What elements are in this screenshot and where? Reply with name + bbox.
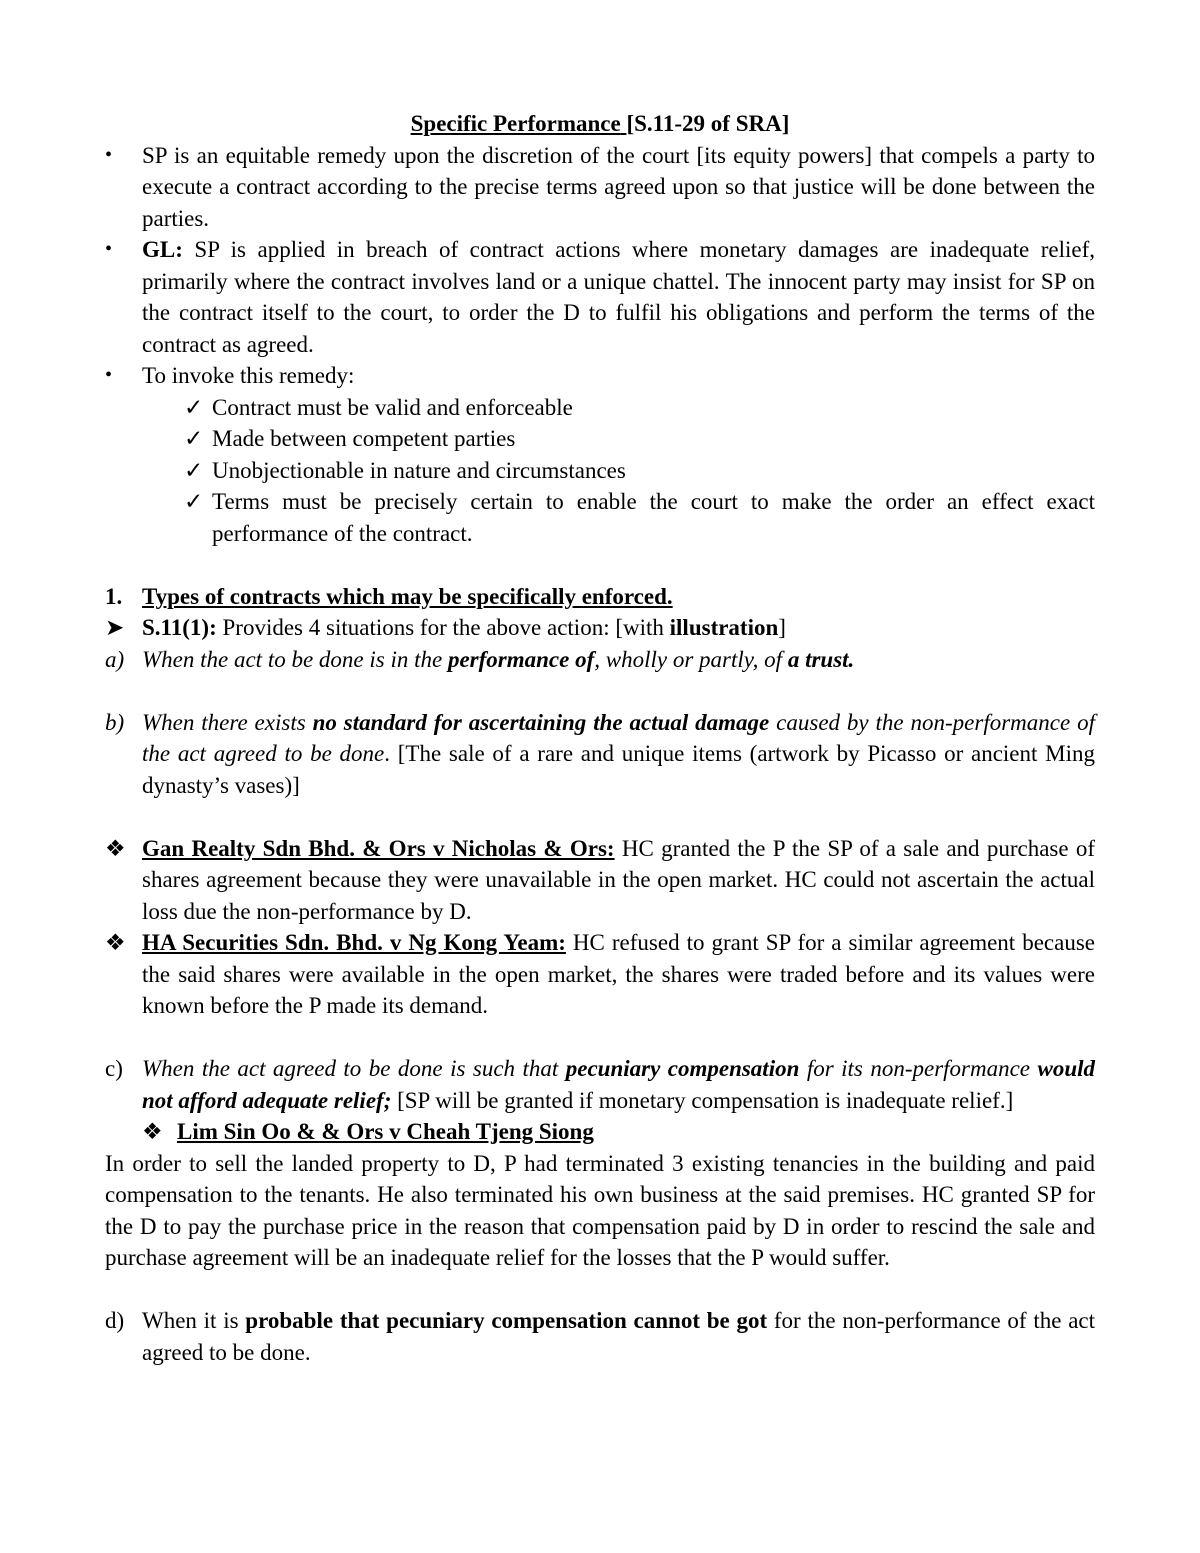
- item-b: [105, 707, 1095, 802]
- case-lim-sin-oo-paragraph: In order to sell the landed property to D, P had terminated 3 existing tenancies in the building and paid compensation to the tenants. He also terminated his own business at the said premises. HC granted SP for the D to pay the purchase price in the reason that compensation paid by D in order to rescind the sale and purchase agreement will be an inadequate relief for the losses that the P would suffer.: [105, 1150, 1095, 1270]
- item-b-text-3: . [The sale of a rare and unique items (artwork by Picasso or ancient Ming dynasty’s vases)]: [142, 741, 1095, 798]
- item-a: [105, 644, 1095, 676]
- case-name: Lim Sin Oo & & Ors v Cheah Tjeng Siong: [177, 1119, 594, 1144]
- arrow-icon: ➤: [105, 615, 125, 640]
- check-icon: ✓: [184, 457, 204, 483]
- invoke-text: To invoke this remedy:: [142, 363, 355, 388]
- item-d-marker: d): [105, 1308, 125, 1333]
- intro-definition-text: SP is an equitable remedy upon the discretion of the court [its equity powers] that compels a party to execute a contract according to the precise terms agreed upon so that justice will be done between the parties.: [142, 142, 1095, 231]
- check-icon: ✓: [184, 394, 204, 420]
- item-c-bold-2: would not afford adequate relief;: [142, 1056, 1096, 1113]
- spacer: [105, 549, 1095, 581]
- item-a-bold-1: performance of: [447, 646, 595, 672]
- case-text: HC granted the P the SP of a sale and purchase of shares agreement because they were unavailable in the open market. HC could not ascertain the actual loss due the non-performance by D.: [142, 835, 1095, 924]
- case-gan-realty: [105, 833, 1095, 928]
- section-heading-text: Types of contracts which may be specifically enforced.: [142, 583, 673, 609]
- spacer: [105, 1274, 1095, 1306]
- check-item-text: Made between competent parties: [212, 426, 516, 451]
- statute-text: Provides 4 situations for the above action: [with: [216, 615, 670, 640]
- general-law-label: GL:: [142, 237, 183, 262]
- diamond-bullet-icon: ❖: [142, 1119, 163, 1144]
- bullet-icon: •: [105, 143, 113, 166]
- title-main: Specific Performance: [410, 111, 621, 136]
- page-title: [105, 108, 1095, 140]
- check-icon: ✓: [184, 489, 204, 514]
- check-item: [105, 455, 1095, 487]
- check-item-text: Unobjectionable in nature and circumstances: [212, 457, 626, 483]
- item-c-text-3: [SP will be granted if monetary compensation is inadequate relief.]: [391, 1087, 1014, 1113]
- check-item: [105, 392, 1095, 424]
- case-name: Gan Realty Sdn Bhd. & Ors v Nicholas & Ors:: [142, 835, 615, 861]
- item-c-text-2: for its non-performance: [799, 1056, 1038, 1081]
- case-text: HC refused to grant SP for a similar agreement because the said shares were available in the open market, the shares were traded before and its values were known before the P made its demand.: [142, 930, 1095, 1018]
- item-b-text-1: When there exists: [142, 709, 313, 735]
- item-c: [105, 1053, 1095, 1116]
- item-a-text-2: , wholly or partly, of: [594, 646, 788, 672]
- case-name: HA Securities Sdn. Bhd. v Ng Kong Yeam:: [142, 930, 566, 955]
- spacer: [105, 801, 1095, 833]
- item-d-text-2: for the non-performance of the act agreed to be done.: [142, 1308, 1095, 1365]
- bullet-icon: •: [105, 364, 113, 386]
- item-c-text-1: When the act agreed to be done is such that: [142, 1056, 566, 1081]
- item-d-text-1: When it is: [142, 1308, 246, 1333]
- section-number: 1.: [105, 583, 123, 609]
- bullet-icon: •: [105, 238, 113, 260]
- diamond-bullet-icon: ❖: [105, 930, 126, 955]
- check-item-text: Terms must be precisely certain to enable the court to make the order an effect exact performance of the contract.: [212, 489, 1095, 546]
- intro-bullet-general-law: [105, 234, 1095, 360]
- item-d: [105, 1305, 1095, 1368]
- intro-bullet-invoke: [105, 360, 1095, 392]
- statute-end: ]: [778, 615, 786, 640]
- check-item: [105, 486, 1095, 549]
- item-d-bold-1: probable that pecuniary compensation cannot be got: [245, 1308, 768, 1333]
- item-a-marker: a): [105, 646, 125, 672]
- item-c-bold-1: pecuniary compensation: [565, 1056, 800, 1081]
- document-body: [105, 108, 1095, 1368]
- item-c-marker: c): [105, 1056, 123, 1081]
- case-ha-securities: [105, 927, 1095, 1022]
- diamond-bullet-icon: ❖: [105, 835, 126, 861]
- check-item-text: Contract must be valid and enforceable: [212, 394, 573, 420]
- item-b-bold-1: no standard for ascertaining the actual damage: [312, 709, 770, 735]
- section-1-heading: [105, 581, 1095, 613]
- item-b-text-2: caused by the non-performance of the act agreed to be done: [142, 709, 1095, 766]
- case-lim-sin-oo: [105, 1116, 1095, 1148]
- statute-label: S.11(1):: [142, 615, 217, 640]
- statute-bold: illustration: [669, 615, 779, 640]
- general-law-text: SP is applied in breach of contract actions where monetary damages are inadequate relief, primarily where the contract involves land or a unique chattel. The innocent party may insist for SP on the contract itself to the court, to order the D to fulfil his obligations and perform the terms of the contract as agreed.: [142, 237, 1095, 357]
- item-a-text-1: When the act to be done is in the: [142, 646, 448, 672]
- check-icon: ✓: [184, 426, 204, 451]
- spacer: [105, 675, 1095, 707]
- section-1-statute: [105, 612, 1095, 644]
- item-b-marker: b): [105, 709, 125, 735]
- spacer: [105, 1022, 1095, 1054]
- intro-bullet-definition: [105, 140, 1095, 235]
- item-a-bold-2: a trust.: [787, 646, 855, 672]
- check-item: [105, 423, 1095, 455]
- title-ref: [S.11-29 of SRA]: [626, 111, 790, 136]
